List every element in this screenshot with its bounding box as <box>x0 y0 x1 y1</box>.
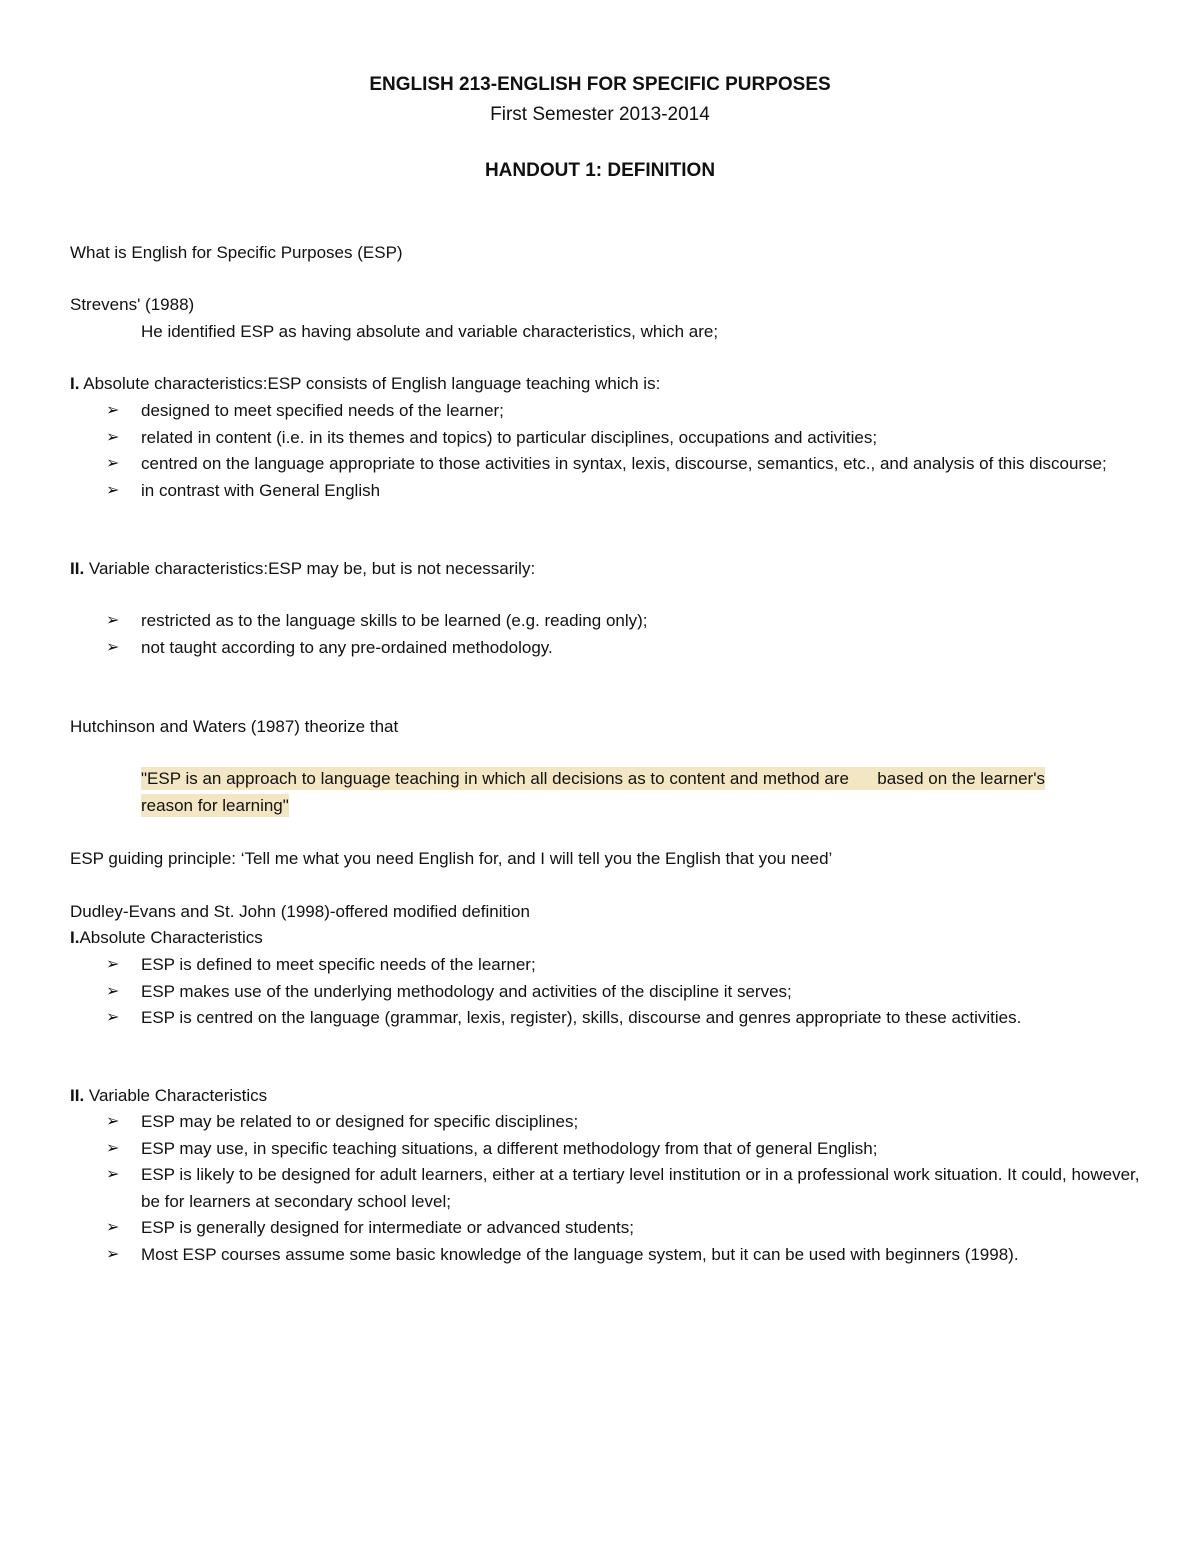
list-item: ➢ restricted as to the language skills to be learned (e.g. reading only); <box>0 608 1200 635</box>
heading-text: Absolute Characteristics <box>79 928 263 947</box>
course-title: ENGLISH 213-ENGLISH FOR SPECIFIC PURPOSES <box>369 74 831 95</box>
heading-text: Variable Characteristics <box>84 1086 268 1105</box>
strevens-statement: He identified ESP as having absolute and variable characteristics, which are; <box>141 322 719 341</box>
list-item: ➢ designed to meet specified needs of the learner; <box>0 398 1200 425</box>
esp-question: What is English for Specific Purposes (ESP) <box>70 243 403 262</box>
arrow-bullet-icon: ➢ <box>106 1219 120 1236</box>
strevens-variable-heading <box>70 556 535 583</box>
list-item: ➢ ESP may use, in specific teaching situations, a different methodology from that of general English; <box>0 1136 1200 1163</box>
arrow-bullet-icon: ➢ <box>106 1166 120 1183</box>
dudley-intro: Dudley-Evans and St. John (1998)-offered modified definition <box>70 902 530 921</box>
arrow-bullet-icon: ➢ <box>106 481 120 499</box>
arrow-bullet-icon: ➢ <box>106 1139 120 1157</box>
arrow-bullet-icon: ➢ <box>106 612 120 629</box>
dudley-absolute-heading <box>70 925 263 952</box>
hutchinson-quote <box>141 766 1096 819</box>
arrow-bullet-icon: ➢ <box>106 638 120 656</box>
numeral: II. <box>70 559 85 578</box>
list-item: ➢ ESP is defined to meet specific needs of the learner; <box>0 952 1200 979</box>
hutchinson-intro: Hutchinson and Waters (1987) theorize that <box>70 717 399 736</box>
strevens-author: Strevens' (1988) <box>70 295 195 314</box>
strevens-absolute-heading <box>70 371 660 398</box>
handout-title: HANDOUT 1: DEFINITION <box>484 160 716 181</box>
list-item: ➢ ESP is likely to be designed for adult learners, either at a tertiary level institution or in a professional work situation. It could, however, be for learners at secondary school level; <box>0 1162 1200 1215</box>
arrow-bullet-icon: ➢ <box>106 1245 120 1263</box>
list-item: ➢ in contrast with General English <box>0 478 1200 505</box>
arrow-bullet-icon: ➢ <box>106 1113 120 1130</box>
semester-subtitle: First Semester 2013-2014 <box>490 104 710 125</box>
arrow-bullet-icon: ➢ <box>106 428 120 446</box>
list-item: ➢ not taught according to any pre-ordained methodology. <box>0 635 1200 662</box>
list-item: ➢ centred on the language appropriate to those activities in syntax, lexis, discourse, semantics, etc., and analysis of this discourse; <box>0 451 1200 478</box>
numeral: I. <box>70 928 80 947</box>
heading-text: Absolute characteristics:ESP consists of English language teaching which is: <box>79 374 661 393</box>
arrow-bullet-icon: ➢ <box>106 956 120 973</box>
list-item: ➢ ESP makes use of the underlying methodology and activities of the discipline it serves; <box>0 979 1200 1006</box>
dudley-absolute-list <box>0 952 1200 1032</box>
guiding-principle: ESP guiding principle: ‘Tell me what you need English for, and I will tell you the English that you need’ <box>70 849 833 868</box>
arrow-bullet-icon: ➢ <box>106 455 120 472</box>
numeral: I. <box>70 374 80 393</box>
arrow-bullet-icon: ➢ <box>106 402 120 419</box>
arrow-bullet-icon: ➢ <box>106 1009 120 1026</box>
dudley-variable-heading <box>70 1083 267 1110</box>
list-item: ➢ related in content (i.e. in its themes and topics) to particular disciplines, occupations and activities; <box>0 425 1200 452</box>
list-item: ➢ ESP is centred on the language (grammar, lexis, register), skills, discourse and genres appropriate to these activities. <box>0 1005 1200 1032</box>
highlighted-quote-text: "ESP is an approach to language teaching in which all decisions as to content and method are based on the learner's reason for learning" <box>141 769 1045 815</box>
strevens-variable-list <box>0 608 1200 661</box>
list-item: ➢ Most ESP courses assume some basic knowledge of the language system, but it can be used with beginners (1998). <box>0 1242 1200 1269</box>
heading-text: Variable characteristics:ESP may be, but is not necessarily: <box>84 559 536 578</box>
arrow-bullet-icon: ➢ <box>106 982 120 1000</box>
dudley-variable-list <box>0 1109 1200 1268</box>
list-item: ➢ ESP is generally designed for intermediate or advanced students; <box>0 1215 1200 1242</box>
strevens-absolute-list <box>0 398 1200 504</box>
numeral: II. <box>70 1086 85 1105</box>
list-item: ➢ ESP may be related to or designed for specific disciplines; <box>0 1109 1200 1136</box>
